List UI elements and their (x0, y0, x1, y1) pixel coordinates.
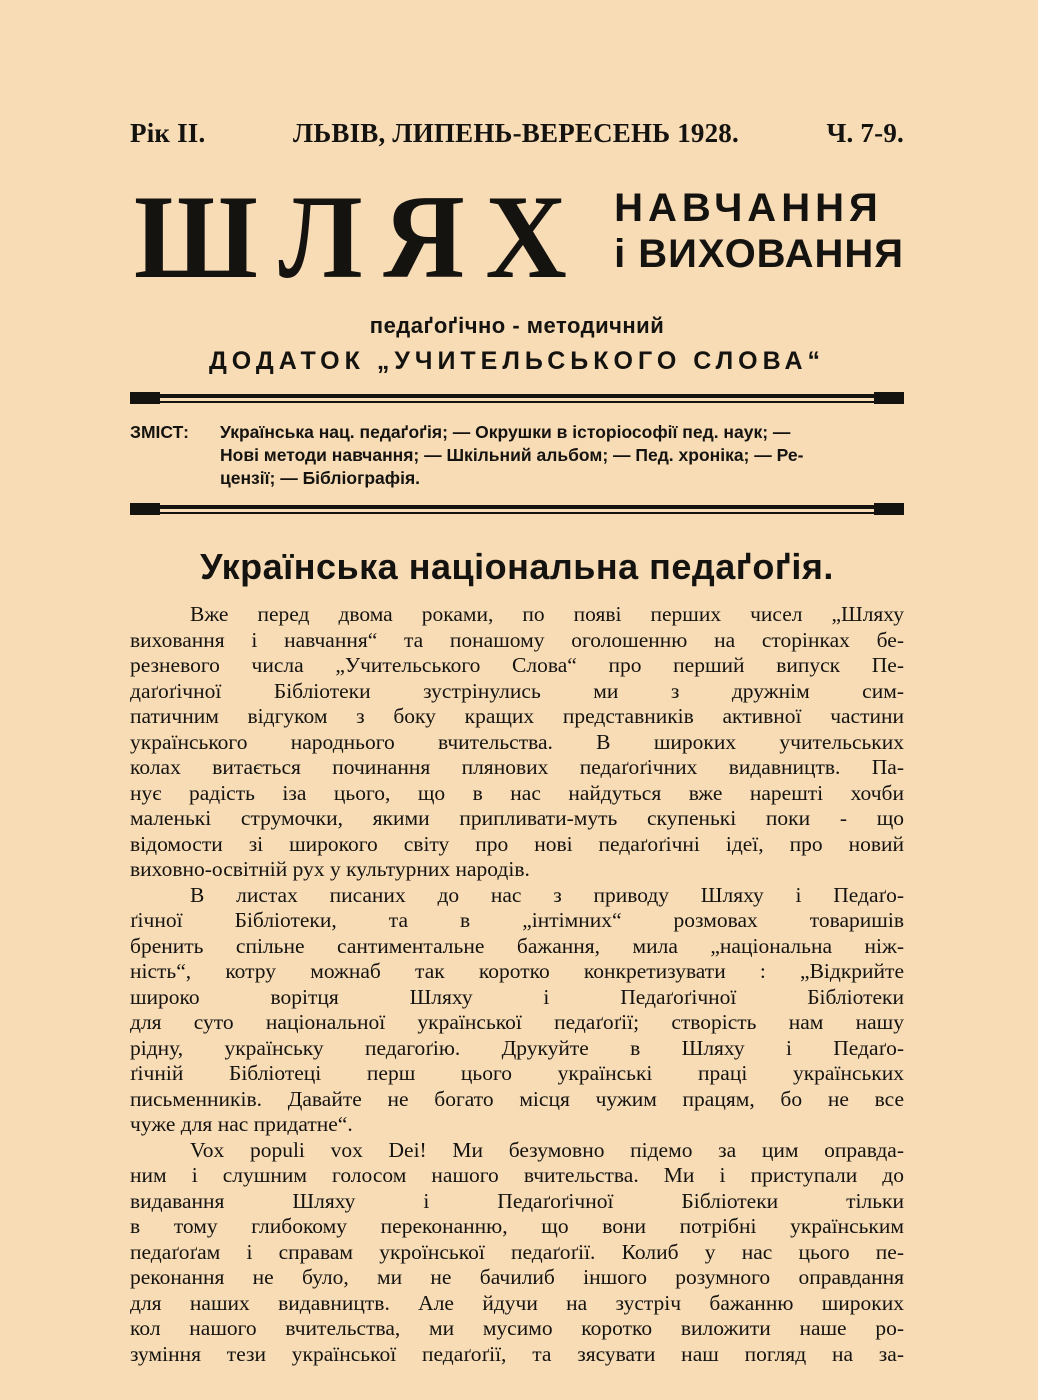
masthead (130, 170, 904, 305)
paragraph-line: для наших видавництв. Але йдучи на зустріч бажанню широких (130, 1290, 904, 1315)
paragraph-line: чуже для нас придатне“. (130, 1112, 353, 1136)
paragraph-line: В листах писаних до нас з приводу Шляху і Педаґо- (190, 882, 904, 907)
paragraph-line: ним і слушним голосом нашого вчительства. Ми і приступали до (130, 1163, 904, 1187)
contents-line: Українська нац. педаґоґія; — Окрушки в історіософії пед. наук; — (220, 422, 791, 442)
paragraph-line: реконання не було, ми не бачилиб іншого розумного оправдання (130, 1265, 904, 1289)
article-body (130, 602, 904, 1367)
paragraph-line: для суто національної української педаґоґії; створість нам нашу (130, 1010, 904, 1034)
subtitle-line-2: і ВИХОВАННЯ (614, 232, 904, 276)
contents-label: ЗМІСТ: (130, 422, 189, 442)
paragraph-line: зуміння тези української педаґоґії, та зясувати наш погляд на за- (130, 1341, 904, 1366)
paragraph-line: ність“, котру можнаб так коротко конкретизувати : „Відкрийте (130, 959, 904, 983)
paragraph-line: кол нашого вчительства, ми мусимо коротко виложити наше ро- (130, 1316, 904, 1340)
paragraph-line: українського народнього вчительства. В широких учительських (130, 729, 904, 754)
paragraph-line: ґічній Бібліотеці перш цього українські праці українських (130, 1061, 904, 1085)
paragraph-line: виховно-освітній рух у культурних народів. (130, 857, 530, 881)
paragraph-line: Vox populi vox Dei! Ми безумовно підемо за цим оправда- (190, 1137, 904, 1162)
supplement-caption (130, 311, 904, 381)
paragraph-line: нує радість іза цього, що в нас найдуться вже нарешті хочби (130, 780, 904, 805)
table-of-contents (130, 421, 904, 490)
paragraph-line: видавання Шляху і Педаґоґічної Бібліотеки тільки (130, 1188, 904, 1213)
year-label: Рік II. (130, 118, 206, 148)
supplement-line-2: ДОДАТОК „УЧИТЕЛЬСЬКОГО СЛОВА“ (208, 347, 825, 375)
paragraph-line: педаґоґам і справам укроїнської педаґоґії. Колиб у нас цього пе- (130, 1239, 904, 1264)
place-date: ЛЬВІВ, ЛИПЕНЬ-ВЕРЕСЕНЬ 1928. (293, 118, 739, 148)
paragraph-line: відомости зі широкого світу про нові педаґоґічні ідеї, про новий (130, 831, 904, 856)
article-paragraph (130, 1138, 904, 1368)
article-paragraph (130, 602, 904, 883)
journal-title: ШЛЯХ (134, 170, 588, 303)
paragraph-line: маленькі струмочки, якими припливати-муть скупенькі поки - що (130, 806, 904, 830)
paragraph-line: патичним відгуком з боку кращих представників активної частини (130, 704, 904, 728)
paragraph-line: бренить спільне сантиментальне бажання, мила „національна ніж- (130, 933, 904, 958)
paragraph-line: резневого числа „Учительського Слова“ про перший випуск Пе- (130, 653, 904, 677)
paragraph-line: виховання і навчання“ та понашому оголошенню на сторінках бе- (130, 627, 904, 652)
paragraph-line: широко ворітця Шляху і Педаґоґічної Бібліотеки (130, 984, 904, 1009)
paragraph-line: рідну, українську педагоґію. Друкуйте в Шляху і Педаґо- (130, 1035, 904, 1060)
contents-text (220, 421, 904, 490)
top-divider (130, 391, 904, 407)
paragraph-line: Вже перед двома роками, по появі перших чисел „Шляху (190, 602, 904, 626)
contents-line: цензії; — Бібліографія. (220, 468, 421, 488)
article-title: Українська національна педаґоґія. (200, 546, 834, 587)
article-paragraph (130, 883, 904, 1138)
bottom-divider (130, 502, 904, 518)
contents-line: Нові методи навчання; — Шкільний альбом; — Пед. хроніка; — Ре- (220, 445, 804, 465)
issue-number: Ч. 7-9. (826, 118, 904, 148)
issue-header (130, 118, 904, 149)
paragraph-line: в тому глибокому переконанню, що вони потрібні українським (130, 1214, 904, 1238)
journal-page (130, 118, 904, 1367)
paragraph-line: даґоґічної Бібліотеки зустрінулись ми з дружнім сим- (130, 678, 904, 703)
supplement-line-1: педаґоґічно - методичний (369, 313, 665, 338)
subtitle-line-1: НАВЧАННЯ (614, 186, 883, 230)
paragraph-line: ґічної Бібліотеки, та в „інтімних“ розмовах товаришів (130, 908, 904, 932)
paragraph-line: письменників. Давайте не богато місця чужим працям, бо не все (130, 1086, 904, 1111)
paragraph-line: колах витається починання плянових педаґоґічних видавництв. Па- (130, 755, 904, 779)
journal-subtitle (614, 185, 904, 277)
